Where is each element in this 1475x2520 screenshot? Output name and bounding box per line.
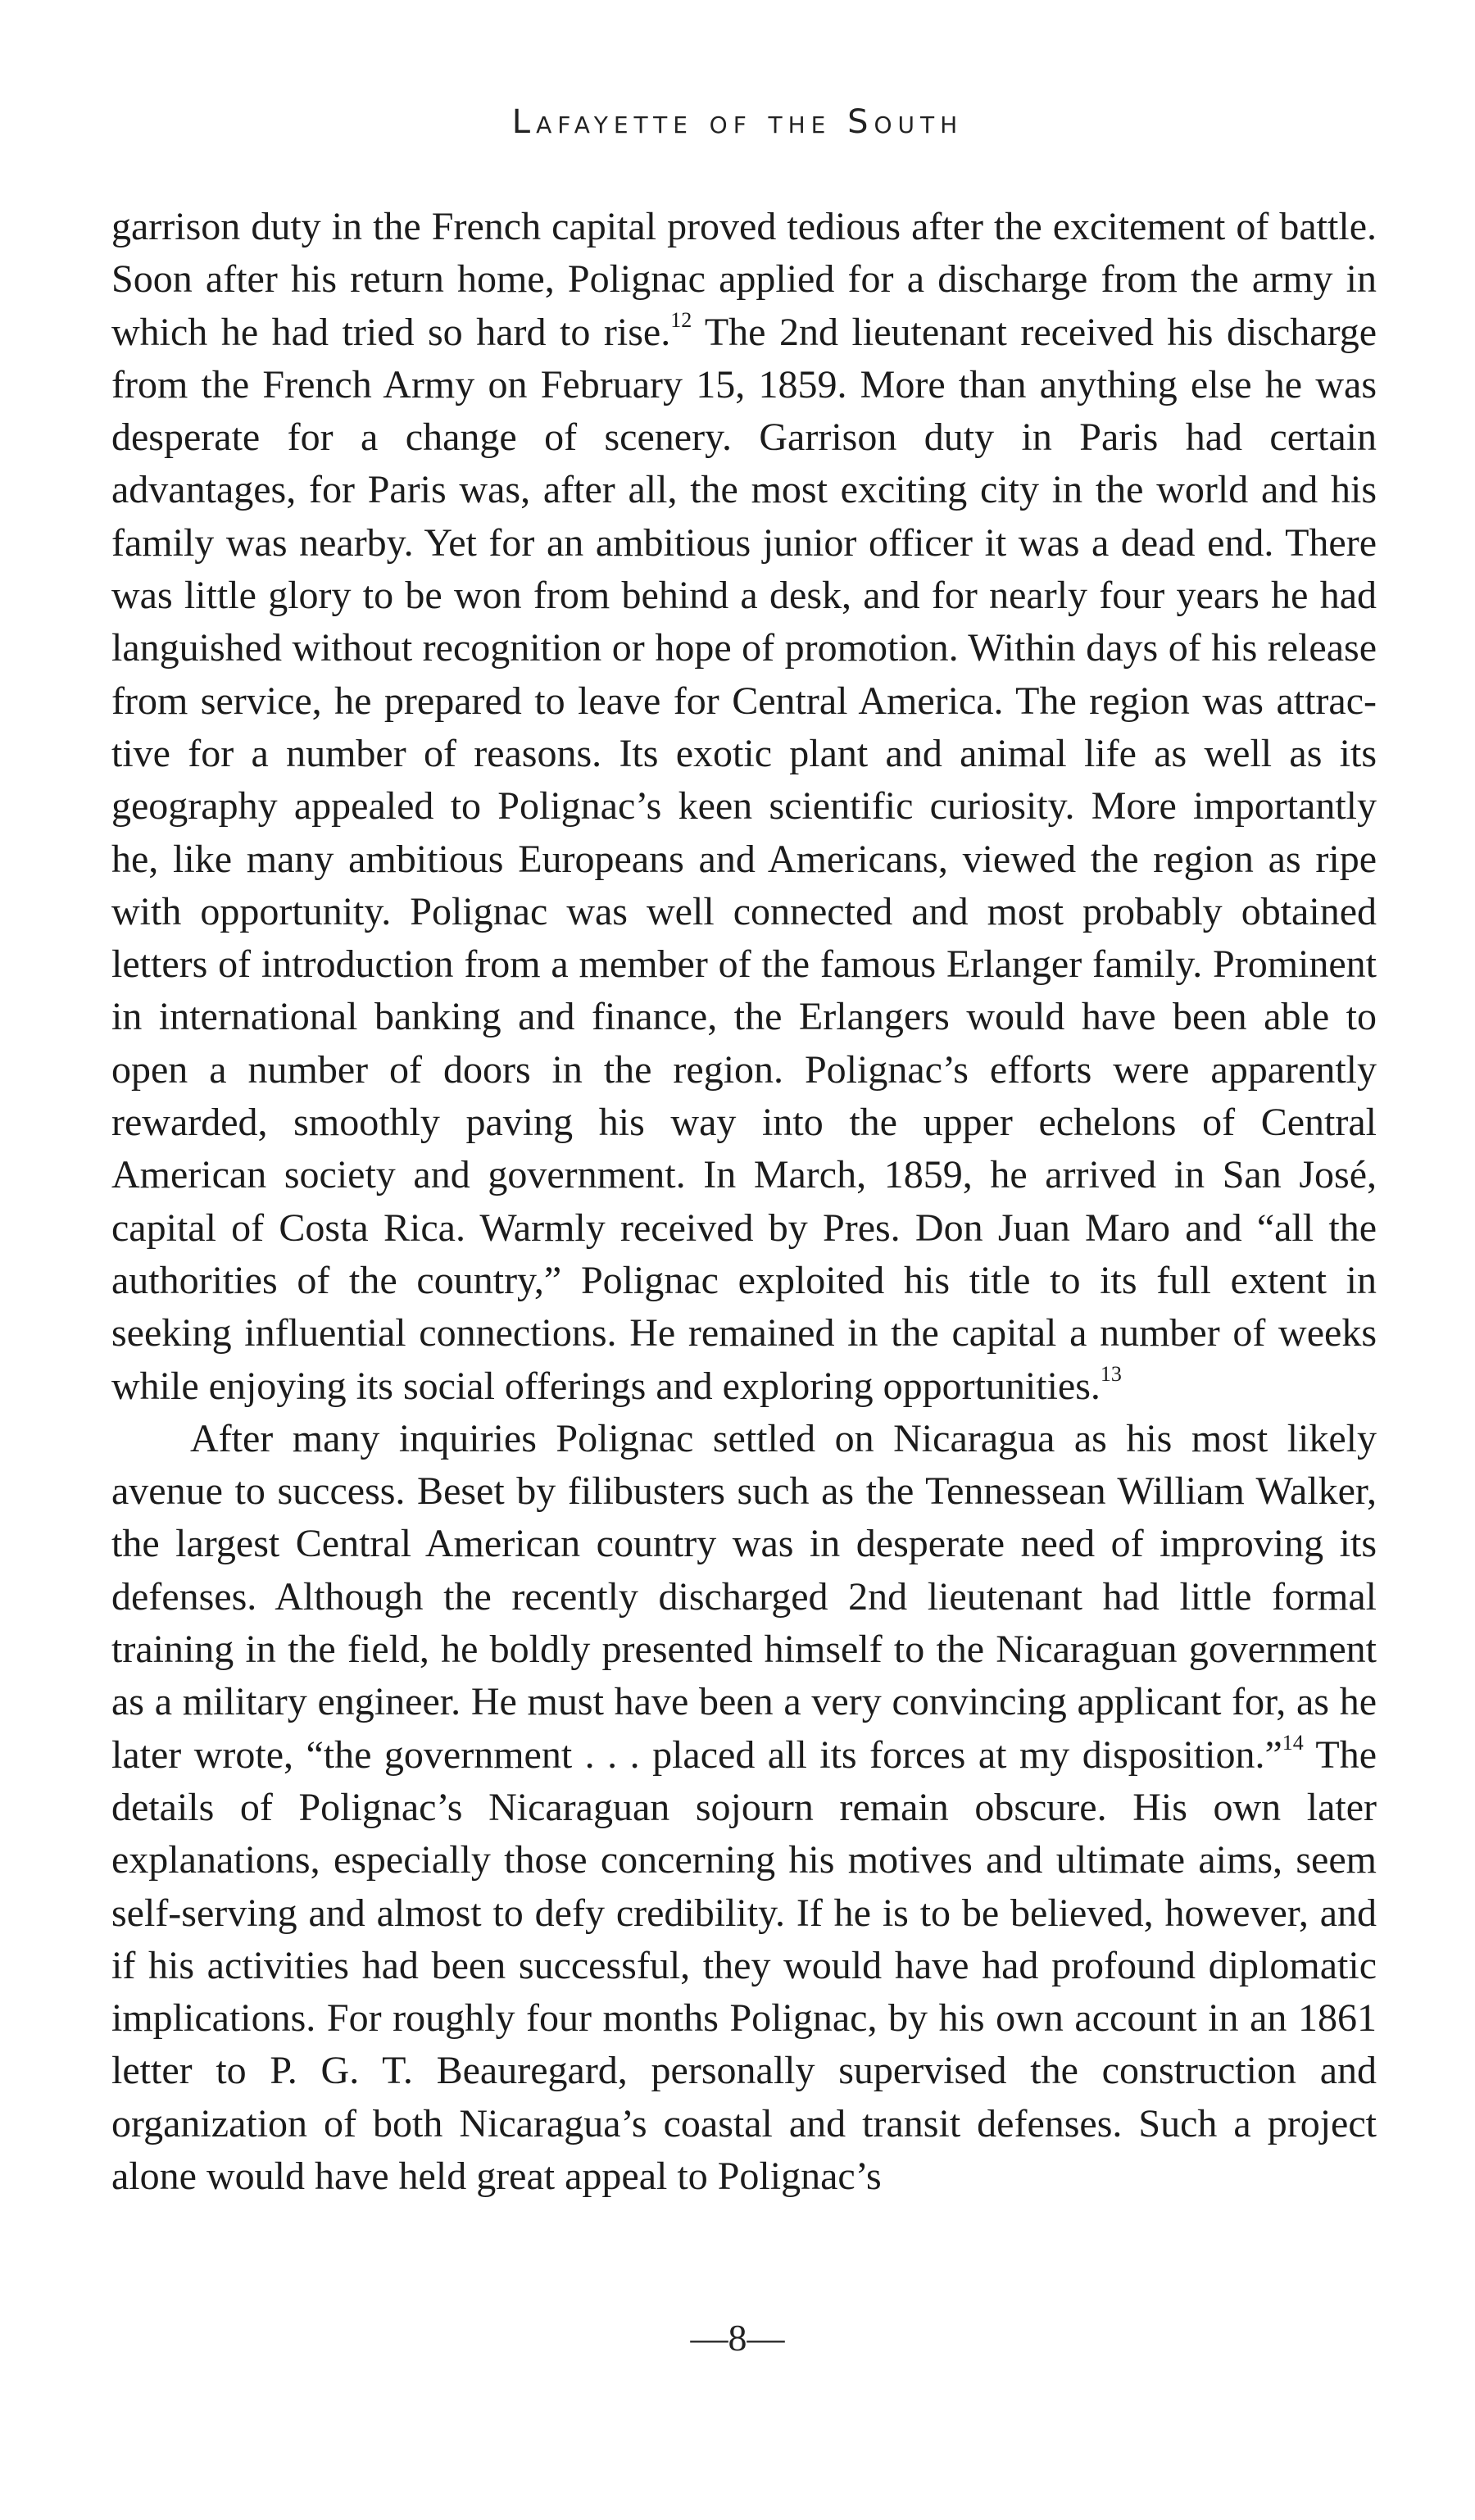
page-number: —8— (690, 2317, 785, 2359)
paragraph-1 (111, 201, 1377, 1413)
footnote-ref-13: 13 (1100, 1361, 1122, 1386)
paragraph-1-text-b: The 2nd lieutenant received his discharge from the French Army on February 15, 1859. More than anything else he was desperate for a change of scenery. Garrison duty in Paris had certain advantages, for Paris was, after all, the most exciting city in the world and his family was nearby. Yet for an ambitious junior officer it was a dead end. There was little glory to be won from behind a desk, and for nearly four years he had languished without recognition or hope of promotion. Within days of his release from service, he prepared to leave for Central America. The region was attractive for a number of reasons. Its exotic plant and animal life as well as its geography appealed to Polignac’s keen scientific curiosity. More importantly he, like many ambitious Europeans and Americans, viewed the region as ripe with opportunity. Polignac was well connected and most probably obtained letters of introduction from a member of the famous Erlanger family. Prominent in international banking and finance, the Erlangers would have been able to open a number of doors in the region. Polignac’s efforts were apparently rewarded, smoothly paving his way into the upper echelons of Central American society and government. In March, 1859, he arrived in San José, capital of Costa Rica. Warmly received by Pres. Don Juan Maro and “all the authorities of the country,” Polignac exploited his title to its full extent in seeking influential connections. He remained in the capital a number of weeks while enjoying its social offerings and exploring opportunities. (111, 310, 1377, 1408)
footnote-ref-12: 12 (670, 307, 692, 332)
footnote-ref-14: 14 (1282, 1730, 1304, 1755)
paragraph-1-text-a: garrison duty in the French capital proved tedious after the excitement of battle. Soon after his return home, Polignac applied for a discharge from the army in which he had tried so hard to rise. (111, 205, 1377, 354)
paragraph-2-text-a: After many inquiries Polignac settled on Nicaragua as his most likely avenue to success. Beset by filibusters such as the Tennessean William Walker, the largest Central American country was in desperate need of improving its defenses. Although the recently discharged 2nd lieutenant had little formal training in the field, he boldly presented himself to the Nicaraguan government as a military engineer. He must have been a very convincing applicant for, as he later wrote, “the government . . . placed all its forces at my disposition.” (111, 1416, 1377, 1777)
paragraph-2-text-b: The details of Polignac’s Nicaraguan sojourn remain obscure. His own later explanations, especially those concerning his motives and ultimate aims, seem self-serving and almost to defy credibility. If he is to be believed, however, and if his activities had been successful, they would have had profound diplomatic implications. For roughly four months Polignac, by his own account in an 1861 letter to P. G. T. Beauregard, personally supervised the construction and organization of both Nicaragua’s coastal and transit defenses. Such a project alone would have held great appeal to Polignac’s (111, 1732, 1377, 2198)
running-head: Lafayette of the South (511, 103, 964, 141)
paragraph-2 (111, 1413, 1377, 2203)
body-text (111, 201, 1377, 2203)
